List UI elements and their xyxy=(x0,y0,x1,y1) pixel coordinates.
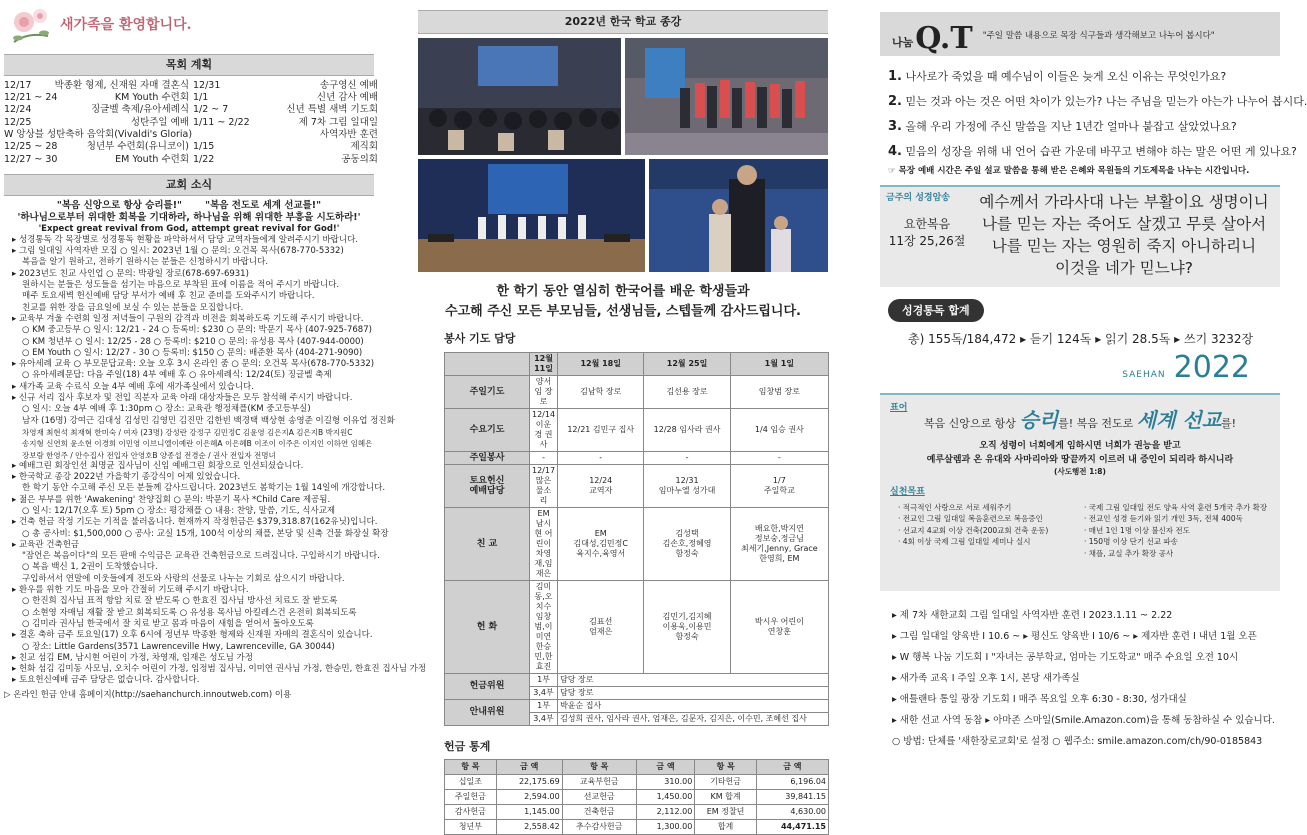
welcome-banner xyxy=(4,6,374,46)
info-item: ▸ 애틀랜타 통일 광장 기도회 I 매주 목요일 오후 6:30 - 8:30, 성가대실 xyxy=(892,693,1187,705)
duty-row-label: 수요기도 xyxy=(445,408,530,451)
news-item: "잠언은 복음이다"의 모든 판매 수익금은 교육관 건축헌금으로 드려집니다. 구입하시기 바랍니다. xyxy=(22,551,380,562)
offering-row xyxy=(445,790,829,805)
schedule-date: 1/22 xyxy=(193,153,215,165)
duty-service-slot: 3,4부 xyxy=(530,686,558,699)
online-offering-note: ▷ 온라인 헌금 안내 홈페이지(http://saehanchurch.innoutweb.com) 이용 xyxy=(4,689,292,700)
schedule-event: 징글벨 축제/유아세례식 xyxy=(91,104,189,116)
qt-questions xyxy=(880,64,1307,164)
schedule-row xyxy=(4,117,189,129)
duty-cell: 12/24 교역자 xyxy=(558,464,644,507)
duty-row xyxy=(445,673,829,686)
motto-accent-mission: 세계 선교 xyxy=(1136,408,1222,433)
school-thanks-line2: 수고해 주신 모든 부모님들, 선생님들, 스텝들께 감사드립니다. xyxy=(445,303,801,319)
memory-verse-book: 요한복음 xyxy=(903,216,951,231)
offering-row xyxy=(445,805,829,820)
duty-cell: - xyxy=(730,451,828,464)
qt-question xyxy=(888,89,1307,114)
schedule-date: 12/17 xyxy=(4,79,32,91)
schedule-date: 1/15 xyxy=(193,141,215,153)
memory-verse-box xyxy=(880,185,1280,287)
news-item: 한 학기 동안 수고해 주신 모든 분들께 감사드립니다. 2023년도 봄학기는 1월 14일에 개강합니다. xyxy=(22,483,386,494)
schedule-date: 12/31 xyxy=(193,79,221,91)
info-item: ▸ 새한 선교 사역 동참 ▸ 아마존 스마일(Smile.Amazon.com)을 통해 동참하실 수 있습니다. xyxy=(892,714,1275,726)
qt-question xyxy=(888,139,1297,164)
mission-box xyxy=(880,393,1280,591)
offering-amount: 2,112.00 xyxy=(636,805,695,820)
duty-date-header: 12월 18일 xyxy=(558,352,644,375)
offering-header: 항 목 xyxy=(562,760,636,775)
duty-row-label: 친 교 xyxy=(445,507,530,580)
news-item: ▸ 2023년도 친교 사인업 ○ 문의: 박광일 장로(678-697-6931) xyxy=(12,268,249,279)
schedule-row xyxy=(4,92,189,104)
goal-item: · 적극적인 사랑으로 서로 세워주기 xyxy=(898,502,1012,512)
news-item: ○ EM Youth ○ 일시: 12/27 - 30 ○ 등록비: $150 ○ 문의: 배준환 목사 (404-271-9090) xyxy=(22,347,363,358)
schedule-row xyxy=(193,80,378,92)
schedule-row xyxy=(4,80,189,92)
goals-grid xyxy=(890,502,1270,560)
duty-cell: 임창범 장로 xyxy=(730,375,828,408)
info-item: ▸ W 행복 나눔 기도회 I "자녀는 공부학교, 엄마는 기도학교" 매주 수요일 오전 10시 xyxy=(892,651,1239,663)
schedule-date: 12/27 ~ 30 xyxy=(4,153,58,165)
motto-verse-line2: 예루살렘과 온 유대와 사마리아와 땅끝까지 이르러 내 증인이 되리라 하시니라 xyxy=(926,455,1234,466)
school-thanks-line1: 한 학기 동안 열심히 한국어를 배운 학생들과 xyxy=(496,283,750,299)
goal-item: · 150명 이상 단기 선교 파송 xyxy=(1084,537,1178,547)
news-body xyxy=(4,199,427,701)
qt-note: "주일 말씀 내용으로 목장 식구들과 생각해보고 나누어 봅시다" xyxy=(982,31,1215,42)
schedule-row xyxy=(193,104,378,116)
duty-cell: 12/21 김민구 집사 xyxy=(558,408,644,451)
news-item: ○ 김미라 권사님 한국에서 잘 치료 받고 몸과 마음이 새힘을 얻어서 돌아오도록 xyxy=(22,618,314,629)
goals-label: 실천목표 xyxy=(890,486,925,497)
qt-footnote: ☞ 목장 예배 시간은 주일 설교 말씀을 통해 받은 은혜와 목원들의 기도제목을 나누는 시간입니다. xyxy=(888,166,1250,176)
news-item: ○ 장소: Little Gardens(3571 Lawrenceville Hwy, Lawrenceville, GA 30044) xyxy=(22,641,335,652)
news-item: 복음을 알기 원하고, 전하기 원하시는 분들은 신청하시기 바랍니다. xyxy=(22,257,269,268)
schedule-row xyxy=(4,154,189,166)
offering-item: 합계 xyxy=(695,820,757,835)
duty-row xyxy=(445,451,829,464)
schedule-event: 제직회 xyxy=(350,141,378,153)
schedule-row xyxy=(4,141,189,153)
offering-title: 헌금 통계 xyxy=(444,739,491,753)
duty-table-body xyxy=(445,375,829,725)
motto-label: 표어 xyxy=(890,402,908,413)
welcome-text: 새가족을 환영합니다. xyxy=(60,17,192,34)
goal-item: · 선교지 4교회 이상 건축(200교회 건축 운동) xyxy=(898,525,1049,535)
memory-verse-text xyxy=(968,187,1280,287)
offering-table-body xyxy=(445,775,829,835)
duty-cell: 12/28 임사라 권사 xyxy=(644,408,730,451)
duty-cell: 양서임 장로 xyxy=(530,375,558,408)
memory-verse-tag: 금주의 성경암송 xyxy=(886,192,950,203)
news-title: 교회 소식 xyxy=(4,174,374,196)
duty-cell: 12/17 많은 물소리 xyxy=(530,464,558,507)
motto-line xyxy=(890,408,1270,433)
duty-service-people: 담당 장로 xyxy=(558,686,829,699)
saehan-year-banner xyxy=(880,349,1250,387)
year-label: 2022 xyxy=(1173,350,1250,386)
schedule-row xyxy=(193,154,378,166)
schedule-event: 신년 특별 새벽 기도회 xyxy=(286,104,378,116)
qt-question-number: 4. xyxy=(888,144,902,159)
offering-amount: 39,841.15 xyxy=(756,790,828,805)
photo-teacher-students xyxy=(649,159,828,272)
news-item: ▸ 유아세례 교육 ○ 부모문답교육: 오늘 오후 3시 온라인 줌 ○ 문의: 오건목 목사(678-770-5332) xyxy=(12,359,375,370)
info-item: ○ 방법: 단체를 '새한장로교회'로 설정 ○ 웹주소: smile.amazon.com/ch/90-0185843 xyxy=(892,735,1263,747)
bible-reading-summary: 총) 155독/184,472 ▸ 듣기 124독 ▸ 읽기 28.5독 ▸ 쓰기 3232장 xyxy=(908,332,1254,347)
duty-row xyxy=(445,507,829,580)
qt-header xyxy=(880,12,1280,56)
duty-service-people: 김성희 권사, 임사라 권사, 엄재은, 김문자, 김지은, 이수민, 조혜선 집사 xyxy=(558,712,829,725)
duty-date-header: 12월 11일 xyxy=(530,352,558,375)
news-vision-en: 'Expect great revival from God, attempt great revival for God!' xyxy=(38,223,340,234)
offering-item: 십일조 xyxy=(445,775,497,790)
news-item: ○ 일시: 오늘 4부 예배 후 1:30pm ○ 장소: 교육관 행정채플(KM 중고등부실) xyxy=(22,404,311,415)
offering-amount: 310.00 xyxy=(636,775,695,790)
news-item: ▸ 환우를 위한 기도 마음을 모아 간절히 기도해 주시기 바랍니다. xyxy=(12,585,249,596)
duty-cell: 김선용 장로 xyxy=(644,375,730,408)
middle-column xyxy=(418,0,828,832)
offering-item: 교육부헌금 xyxy=(562,775,636,790)
motto-verse xyxy=(890,439,1270,467)
schedule-event: W 앙상블 성탄축하 음악회(Vivaldi's Gloria) xyxy=(4,128,193,140)
news-item: 차영재 최현석 최재혁 한미숙 / 여자 (23명) 강성란 강정구 김민정C 김윤영 김은지A 김은지B 박지원C xyxy=(22,427,353,437)
memory-verse-line: 나를 믿는 자는 영원히 죽지 아니하리니 xyxy=(991,236,1257,255)
duty-service-slot: 3,4부 xyxy=(530,712,558,725)
offering-item: 감사헌금 xyxy=(445,805,497,820)
duty-cell: 12/31 임마누엘 성가대 xyxy=(644,464,730,507)
news-item: ○ 일시: 12/17(오후 토) 5pm ○ 장소: 평강채플 ○ 내용: 찬양, 말씀, 기도, 식사교제 xyxy=(22,506,336,516)
duty-cell: 1/7 주일학교 xyxy=(730,464,828,507)
memory-verse-chapter: 11장 25,26절 xyxy=(888,233,966,248)
qt-question-text: 올해 우리 가정에 주신 말씀을 지난 1년간 얼마나 붙잡고 살았었나요? xyxy=(905,120,1237,133)
news-item: ▸ 예배그린 회장인선 최명균 집사님이 신임 예배그린 회장으로 인선되셨습니다. xyxy=(12,460,304,471)
duty-table-header xyxy=(445,352,829,375)
duty-date-header: 1월 1일 xyxy=(730,352,828,375)
qt-question-number: 2. xyxy=(888,94,902,109)
offering-item: 추수감사헌금 xyxy=(562,820,636,835)
offering-item: KM 합계 xyxy=(695,790,757,805)
duty-service-people: 담당 장로 xyxy=(558,673,829,686)
qt-question-text: 믿음의 성장을 위해 내 언어 습관 가운데 바꾸고 변해야 하는 말은 어떤 게 있나요? xyxy=(905,145,1297,158)
news-item: ▸ 성경통독 각 목장별로 성경통독 현황을 파악하셔서 담당 교역자들에게 알려주시기 바랍니다. xyxy=(12,234,359,245)
memory-verse-line: 예수께서 가라사대 나는 부활이요 생명이니 xyxy=(979,192,1269,211)
offering-amount: 4,630.00 xyxy=(756,805,828,820)
flower-illustration xyxy=(8,6,54,46)
school-photos xyxy=(418,38,828,272)
duty-service-people: 박윤순 집사 xyxy=(558,699,829,712)
memory-verse-line: 이것을 네가 믿느냐? xyxy=(1055,258,1193,277)
news-item: ▸ 한국학교 종강 2022년 가을학기 종강식이 어제 있었습니다. xyxy=(12,472,241,483)
motto-pre: 복음 신앙으로 항상 xyxy=(923,417,1016,431)
qt-question-text: 믿는 것과 아는 것은 어떤 차이가 있는가? 나는 주님을 믿는가 아는가 나누어 봅시다. xyxy=(905,95,1307,108)
saehan-label: SAEHAN xyxy=(1122,369,1166,380)
duty-row xyxy=(445,464,829,507)
offering-item: EM 정찰년 xyxy=(695,805,757,820)
info-list xyxy=(892,605,1280,752)
offering-header: 금 액 xyxy=(756,760,828,775)
offering-table xyxy=(444,759,829,835)
bible-reading-pill: 성경통독 합계 xyxy=(888,299,984,323)
goal-item: · 전교인 그림 일대일 복음훈련으로 복음증인 xyxy=(898,514,1043,524)
news-item: ▸ 새가족 교육 수료식 오늘 4부 예배 후에 새가족실에서 있습니다. xyxy=(12,381,254,392)
schedule-event: 사역자반 훈련 xyxy=(319,128,378,140)
offering-header: 금 액 xyxy=(496,760,562,775)
schedule-date: 12/24 xyxy=(4,104,32,116)
news-item: ▸ 결혼 축하 금주 토요일(17) 오후 6시에 정년부 박종환 형제와 신재원 자매의 결혼식이 있습니다. xyxy=(12,630,373,641)
duty-row-label: 헌 화 xyxy=(445,580,530,673)
news-item: ▸ 젊은 부부를 위한 'Awakening' 찬양집회 ○ 문의: 박문기 목사 *Child Care 제공됨. xyxy=(12,494,331,505)
offering-amount: 1,300.00 xyxy=(636,820,695,835)
offering-item: 건축헌금 xyxy=(562,805,636,820)
goal-item: · 채플, 교실 추가 확장 공사 xyxy=(1084,548,1174,558)
duty-cell: 김표선 엄재은 xyxy=(558,580,644,673)
news-motto: "복음 신앙으로 항상 승리를!" "복음 전도로 세계 선교를!" xyxy=(56,199,322,211)
offering-item: 주일헌금 xyxy=(445,790,497,805)
news-item: ▸ 건축 헌금 작정 기도는 기적을 불러옵니다. 현재까지 작정헌금은 $379,318.87(162유닛)입니다. xyxy=(12,517,378,528)
schedule-row xyxy=(193,92,378,104)
duty-service-slot: 1부 xyxy=(530,673,558,686)
schedule-event: 제 7차 그림 일대일 xyxy=(298,116,378,128)
motto-mid: 를! 복음 전도로 xyxy=(1058,417,1134,431)
duty-cell: 김남학 장로 xyxy=(558,375,644,408)
duty-row xyxy=(445,699,829,712)
duty-cell: 김민기,김지혜 이용욱,이용민 함정숙 xyxy=(644,580,730,673)
duty-cell: 1/4 임승 권사 xyxy=(730,408,828,451)
offering-item: 청년부 xyxy=(445,820,497,835)
offering-amount: 1,450.00 xyxy=(636,790,695,805)
news-item: 남자 (16명) 강여근 김대성 김성민 김영민 김진만 김한빈 백경택 백상현 송영준 이길형 이유업 정진화 xyxy=(22,415,395,426)
offering-header: 항 목 xyxy=(445,760,497,775)
news-item: ○ 복음 백신 1, 2권이 도착했습니다. xyxy=(22,562,158,573)
duty-title: 봉사 기도 담당 xyxy=(444,331,516,345)
duty-cell: - xyxy=(558,451,644,464)
news-item: ▸ 교육관 건축헌금 xyxy=(12,539,80,550)
duty-row-label: 토요헌신 예배담당 xyxy=(445,464,530,507)
duty-row-label: 주일기도 xyxy=(445,375,530,408)
motto-accent-victory: 승리 xyxy=(1019,408,1059,433)
qt-question xyxy=(888,64,1280,89)
schedule-event: 성탄주일 예배 xyxy=(130,116,189,128)
news-item: ○ 유아세례문답: 다음 주일(18) 4부 예배 후 ○ 유아세례식: 12/24(토) 징글벨 축제 xyxy=(22,370,332,381)
news-item: ▸ 헌화 섬김 김미동 사모님, 오치수 어린이 가정, 임정범 집사님, 이미연 권사님 가정, 한승민, 한효진 집사님 가정 xyxy=(12,664,427,675)
schedule-title: 목회 계획 xyxy=(4,54,374,76)
offering-amount: 44,471.15 xyxy=(756,820,828,835)
duty-cell: 박시우 어린이 연창훈 xyxy=(730,580,828,673)
duty-cell: EM 남시현 어린이 차영재,임재은 xyxy=(530,507,558,580)
news-item: ○ KM 중고등부 ○ 일시: 12/21 - 24 ○ 등록비: $230 ○ 문의: 박문기 목사 (407-925-7687) xyxy=(22,325,372,336)
offering-amount: 2,594.00 xyxy=(496,790,562,805)
photo-assembly xyxy=(418,38,621,155)
qt-label-small: 나눔 xyxy=(892,36,914,50)
offering-header: 금 액 xyxy=(636,760,695,775)
duty-service-slot: 1부 xyxy=(530,699,558,712)
duty-row xyxy=(445,580,829,673)
news-item: ○ 총 공사비: $1,500,000 ○ 공사: 교실 15개, 100석 이상의 채플, 본당 및 신축 건물 화장실 확장 xyxy=(22,528,389,539)
duty-cell: - xyxy=(530,451,558,464)
duty-table xyxy=(444,352,829,726)
qt-question-text: 나사로가 죽었을 때 예수님이 이들은 늦게 오신 이유는 무엇인가요? xyxy=(905,70,1227,83)
duty-row-label: 안내위원 xyxy=(445,699,530,725)
motto-verse-ref: (사도행전 1:8) xyxy=(1054,467,1106,477)
news-item: 장보람 한영주 / 안수집사 전입자 안영호B 양종섭 전경순 / 권사 전입자 전명녀 xyxy=(22,450,276,460)
info-item: ▸ 새가족 교육 I 주일 오후 1시, 본당 새가족실 xyxy=(892,672,1080,684)
duty-cell: 김성택 김손호,정혜영 함정숙 xyxy=(644,507,730,580)
news-item: 원하시는 분들은 성도들을 섬기는 마음으로 부착된 표에 이름을 적어 주시기 바랍니다. xyxy=(22,280,340,291)
news-item: 송지형 신연희 윤소현 이경희 이민영 이브니엘이예란 이은혜A 이은혜B 이조이 이주은 이지인 이하연 임혜은 xyxy=(22,439,373,449)
memory-verse-ref xyxy=(886,216,968,250)
memory-verse-line: 나를 믿는 자는 죽어도 살겠고 무릇 살아서 xyxy=(981,214,1267,233)
offering-row xyxy=(445,820,829,835)
news-item: 매주 토요새벽 헌신예배 담당 부서가 예배 후 친교 준비를 도와주시기 바랍니다. xyxy=(22,291,315,302)
duty-row xyxy=(445,408,829,451)
left-column xyxy=(0,0,427,793)
schedule-event: EM Youth 수련회 xyxy=(115,153,189,165)
news-item: ▸ 그림 일대일 사역자반 모집 ○ 일시: 2023년 1월 ○ 문의: 오건목 목사(678-770-5332) xyxy=(12,246,344,257)
schedule-event: 공동의회 xyxy=(341,153,378,165)
goals-left xyxy=(898,502,1084,560)
qt-label-big: Q.T xyxy=(915,21,973,56)
news-item: ▸ 친교 섬김 EM, 남시현 어린이 가정, 차영재, 임재은 성도님 가정 xyxy=(12,652,253,663)
schedule-left xyxy=(4,79,193,166)
offering-header: 항 목 xyxy=(695,760,757,775)
schedule-date: 12/21 ~ 24 xyxy=(4,92,58,104)
news-item: ▸ 신규 서리 집사 후보자 및 전입 직분자 교육 아래 대상자들은 모두 참석해 주시기 바랍니다. xyxy=(12,393,353,404)
offering-amount: 6,196.04 xyxy=(756,775,828,790)
qt-question xyxy=(888,114,1280,139)
duty-cell: - xyxy=(644,451,730,464)
schedule-row xyxy=(193,141,378,153)
right-column xyxy=(880,0,1307,793)
offering-item: 기타헌금 xyxy=(695,775,757,790)
news-item: ▸ 토요헌신예배 금주 담당은 없습니다. 감사합니다. xyxy=(12,675,200,686)
news-item: 친교를 위한 장을 금요일에 보실 수 있는 분들을 모집합니다. xyxy=(22,302,244,313)
schedule-row xyxy=(193,129,378,141)
news-item: ○ KM 청년부 ○ 일시: 12/25 - 28 ○ 등록비: $210 ○ 문의: 유성용 목사 (407-944-0000) xyxy=(22,336,364,347)
motto-post: 를! xyxy=(1221,417,1237,431)
news-item: ○ 소현영 자매님 재활 잘 받고 회복되도록 ○ 유성용 목사님 아킬레스건 온전히 회복되도록 xyxy=(22,607,357,618)
duty-cell: 김미동,오치수 임창범,이미연 한승민,한효진 xyxy=(530,580,558,673)
duty-cell: EM 김대성,김민정C 육지수,육영서 xyxy=(558,507,644,580)
qt-question-number: 3. xyxy=(888,119,902,134)
goal-item: · 4회 이상 국제 그림 일대일 세미나 실시 xyxy=(898,537,1031,547)
offering-amount: 2,558.42 xyxy=(496,820,562,835)
duty-header-blank xyxy=(445,352,530,375)
offering-item: 선교헌금 xyxy=(562,790,636,805)
schedule-date: 1/2 ~ 7 xyxy=(193,104,229,116)
schedule-event: 송구영신 예배 xyxy=(319,79,378,91)
schedule-event: 박종환 형제, 신재원 자매 결혼식 xyxy=(54,79,189,91)
memory-verse-side xyxy=(880,187,968,287)
schedule-date: 1/11 ~ 2/22 xyxy=(193,116,250,128)
goal-item: · 매년 1인 1명 이상 불신자 전도 xyxy=(1084,525,1190,535)
schedule-date: 12/25 ~ 28 xyxy=(4,141,58,153)
schedule-event: KM Youth 수련회 xyxy=(114,92,189,104)
goal-item: · 국제 그림 일대일 전도 양육 사역 훈련 5개국 추가 확장 xyxy=(1084,502,1268,512)
schedule-row xyxy=(4,104,189,116)
schedule-event: 청년부 수련회(유니코이) xyxy=(86,141,189,153)
qt-question-number: 1. xyxy=(888,69,902,84)
schedule-row xyxy=(193,117,378,129)
schedule-event: 신년 감사 예배 xyxy=(316,92,378,104)
duty-row-label: 주일봉사 xyxy=(445,451,530,464)
goal-item: · 전교인 성경 듣기와 읽기 개인 3독, 전체 400독 xyxy=(1084,514,1243,524)
goals-right xyxy=(1084,502,1270,560)
photo-stage-award xyxy=(418,159,645,272)
photo-students-stage xyxy=(625,38,828,155)
duty-row-label: 헌금위원 xyxy=(445,673,530,699)
duty-cell: 배요한,박지연 정보숭,정금님 최세기,Jenny, Grace 한영희, EM xyxy=(730,507,828,580)
schedule-date: 1/1 xyxy=(193,92,209,104)
info-item: ▸ 그림 일대일 양육반 I 10.6 ~ ▸ 평신도 양육반 I 10/6 ~ ▸ 제자반 훈련 I 내년 1월 오픈 xyxy=(892,630,1257,642)
offering-amount: 22,175.69 xyxy=(496,775,562,790)
duty-date-header: 12월 25일 xyxy=(644,352,730,375)
news-item: ○ 한진희 집사님 표적 항암 치료 잘 받도록 ○ 한효진 집사님 방사선 치료도 잘 받도록 xyxy=(22,596,338,607)
info-item: ▸ 제 7차 새한교회 그림 일대일 사역자반 훈련 I 2023.1.11 ~ 2.22 xyxy=(892,609,1173,621)
school-thanks xyxy=(418,282,828,322)
news-item: 구입하셔서 연말에 이웃들에게 전도와 사랑의 선물로 나누는 기회로 삼으시기 바랍니다. xyxy=(22,573,345,584)
schedule-grid xyxy=(4,79,378,166)
news-list xyxy=(4,234,427,687)
offering-row xyxy=(445,775,829,790)
schedule-row xyxy=(4,128,193,141)
news-vision: '하나님으로부터 위대한 회복을 기대하라, 하나님을 위해 위대한 부흥을 시도하라!' xyxy=(17,211,361,223)
duty-row xyxy=(445,375,829,408)
offering-amount: 1,145.00 xyxy=(496,805,562,820)
duty-cell: 12/14 이운경 권사 xyxy=(530,408,558,451)
schedule-right xyxy=(193,80,378,166)
school-title: 2022년 한국 학교 종강 xyxy=(418,10,828,34)
offering-table-header xyxy=(445,760,829,775)
news-item: ▸ 교육부 겨울 수련회 일정 저녁들이 구원의 감격과 비전을 회복하도록 기도해 주시기 바랍니다. xyxy=(12,313,364,324)
motto-verse-line1: 오직 성령이 너희에게 임하시면 너희가 권능을 받고 xyxy=(979,441,1181,452)
schedule-date: 12/25 xyxy=(4,116,32,128)
